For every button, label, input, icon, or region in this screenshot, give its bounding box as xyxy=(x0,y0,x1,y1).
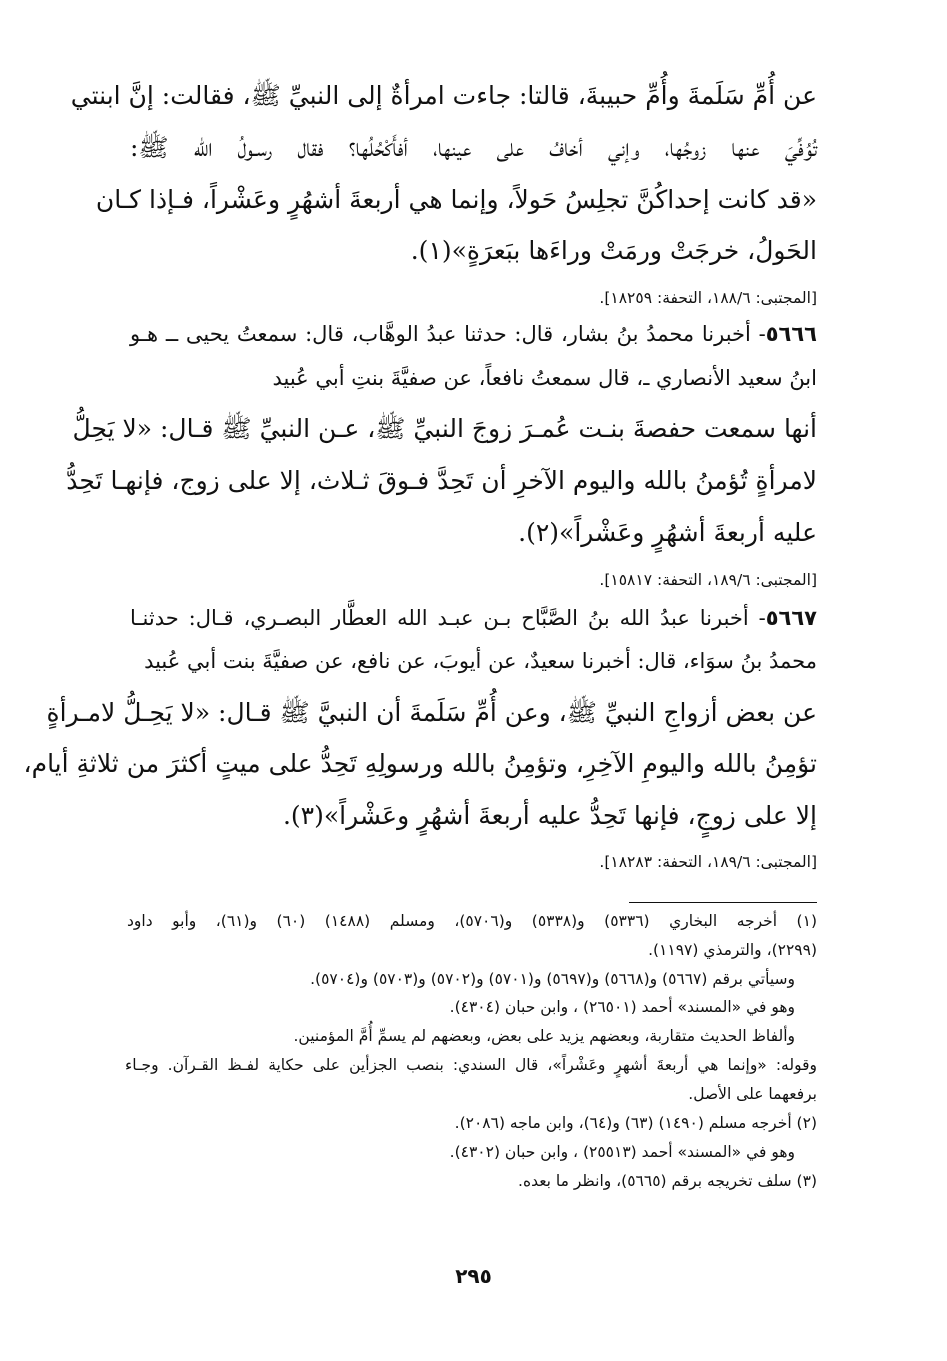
footnote-line: برفعهما على الأصل. xyxy=(688,1085,817,1103)
text-line: الحَولُ، خرجَتْ ورمَتْ وراءَها ببَعرَةٍ»(١). xyxy=(410,236,817,265)
isnad-line xyxy=(130,322,817,346)
footnote-line: (١) أخرجه البخاري (٥٣٣٦) و(٥٣٣٨) و(٥٧٠٦)، ومسلم (١٤٨٨) (٦٠) و(٦١)، وأبو داود xyxy=(127,912,817,930)
footnote-divider xyxy=(629,902,817,903)
text-line: تُوُفِّيَ عنها زوجُها، وإني أخافُ على عينها، أفأَكْحُلُها؟ فقال رسـولُ الله ﷺ: xyxy=(130,133,817,162)
text-line: «قد كانت إحداكُنَّ تجلِسُ حَولاً، وإنما هي أربعةَ أشهُرٍ وعَشْراً، فـإذا كـان xyxy=(95,185,817,214)
text-line: أنها سمعت حفصةَ بنـت عُمـرَ زوجَ النبيِّ ﷺ، عـن النبيِّ ﷺ قـال: «لا يَحِلُّ xyxy=(72,414,817,443)
footnote-line: وقوله: «وإنما هي أربعةَ أشهرٍ وعَشْراً»، قال السندي: بنصب الجزأين على حكاية لفـظ القـرآن. وجـاء xyxy=(125,1056,817,1074)
footnote-line: (٢٢٩٩)، والترمذي (١١٩٧). xyxy=(648,941,817,959)
isnad-line: محمدُ بنُ سوَاء، قال: أخبرنا سعيدٌ، عن أيوبَ، عن نافع، عن صفيَّةَ بنت أبي عُبيد xyxy=(144,649,817,673)
source-reference: [المجتبى: ١٨٩/٦، التحفة: ١٨٢٨٣]. xyxy=(599,853,817,871)
isnad-line: ابنُ سعيد الأنصاري ـ، قال سمعتُ نافعاً، عن صفيَّةَ بنتِ أبي عُبيد xyxy=(272,366,817,390)
source-reference: [المجتبى: ١٨٨/٦، التحفة: ١٨٢٥٩]. xyxy=(599,289,817,307)
page-number: ٢٩٥ xyxy=(455,1264,492,1288)
text-line: إلا على زوجٍ، فإنها تَحِدُّ عليه أربعةَ أشهُرٍ وعَشْراً»(٣). xyxy=(282,801,817,830)
footnote-line: وألفاظ الحديث متقاربة، وبعضهم يزيد على بعض، وبعضهم لم يسمِّ أُمَّ المؤمنين. xyxy=(293,1027,795,1045)
isnad-line xyxy=(130,606,817,630)
source-reference: [المجتبى: ١٨٩/٦، التحفة: ١٥٨١٧]. xyxy=(599,571,817,589)
footnote-line: (٢) أخرجه مسلم (١٤٩٠) (٦٣) و(٦٤)، وابن ماجه (٢٠٨٦). xyxy=(454,1114,817,1132)
footnote-line: (٣) سلف تخريجه برقم (٥٦٦٥)، وانظر ما بعده. xyxy=(518,1172,817,1190)
footnote-line: وهو في «المسند» أحمد (٢٦٥٠١) ، وابن حبان (٤٣٠٤). xyxy=(449,998,795,1016)
hadith-number: ٥٦٦٦ xyxy=(765,322,817,346)
text-line: تؤمِنُ بالله واليومِ الآخِرِ، وتؤمِنُ بالله ورسولِهِ تَحِدُّ على ميتٍ أكثرَ من ثلاثةِ أيام، xyxy=(23,749,817,778)
hadith-number: ٥٦٦٧ xyxy=(765,606,817,630)
footnote-line: وهو في «المسند» أحمد (٢٥٥١٣) ، وابن حبان (٤٣٠٢). xyxy=(449,1143,795,1161)
isnad-text: - أخبرنا محمدُ بنُ بشار، قال: حدثنا عبدُ الوهَّاب، قال: سمعتُ يحيى ــ هـو xyxy=(130,322,766,346)
footnote-line: وسيأتي برقم (٥٦٦٧) و(٥٦٦٨) و(٥٦٩٧) و(٥٧٠١) و(٥٧٠٢) و(٥٧٠٣) و(٥٧٠٤). xyxy=(310,970,795,988)
text-line: عن بعض أزواجِ النبيِّ ﷺ، وعن أُمِّ سَلَمةَ أن النبيَّ ﷺ قـال: «لا يَحِـلُّ لامـرأةٍ xyxy=(46,698,817,727)
text-line: لامرأةٍ تُؤمنُ بالله واليوم الآخرِ أن تَحِدَّ فـوقَ ثـلاث، إلا على زوج، فإنهـا تَحِدُّ xyxy=(66,466,817,495)
text-line: عن أُمِّ سَلَمةَ وأُمِّ حبيبةَ، قالتا: جاءت امرأةٌ إلى النبيِّ ﷺ، فقالت: إنَّ ابنتي xyxy=(70,81,817,110)
isnad-text: - أخبرنا عبدُ الله بنُ الصَّبَّاح بـن عبـد الله العطَّار البصـري، قـال: حدثنـا xyxy=(130,606,766,630)
text-line: عليه أربعةَ أشهُرٍ وعَشْراً»(٢). xyxy=(518,518,817,547)
